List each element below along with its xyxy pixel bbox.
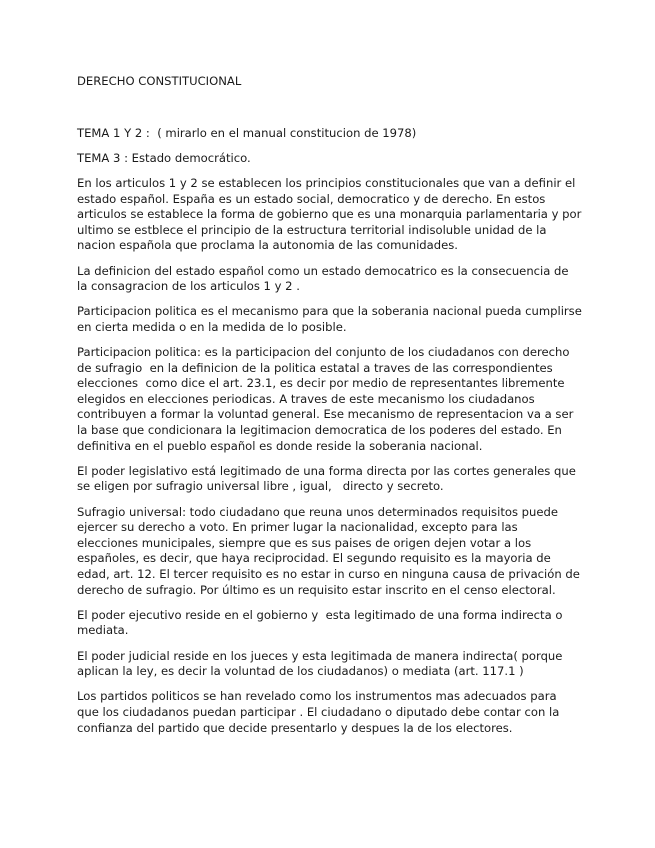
paragraph-poder-legislativo: El poder legislativo está legitimado de una forma directa por las cortes generales que se eligen por sufragio universal libre , igual, directo y secreto. [77,463,580,494]
document-body [77,74,586,746]
paragraph-articulos-1-2: En los articulos 1 y 2 se establecen los principios constitucionales que van a definir el estado español. España es un estado social, democratico y de derecho. En estos articulos se establece la forma de gobierno que es una monarquia parlamentaria y por ultimo se estblece el principio de la estructura territorial indisoluble unidad de la nacion española que proclama la autonomia de las comunidades. [77,175,586,253]
paragraph-tema-3: TEMA 3 : Estado democrático. [77,150,251,165]
paragraph-participacion-mecanismo: Participacion politica es el mecanismo para que la soberania nacional pueda cumplirse en cierta medida o en la medida de lo posible. [77,304,586,334]
document-title: DERECHO CONSTITUCIONAL [77,74,242,88]
paragraph-poder-ejecutivo: El poder ejecutivo reside en el gobierno y esta legitimado de una forma indirecta o mediata. [77,607,567,638]
paragraph-partidos-politicos: Los partidos politicos se han revelado como los instrumentos mas adecuados para que los ciudadanos puedan participar . El ciudadano o diputado debe contar con la confianza del partido que decide presentarlo y despues la de los electores. [77,689,564,735]
paragraph-tema-1-2: TEMA 1 Y 2 : ( mirarlo en el manual constitucion de 1978) [77,125,417,140]
paragraph-sufragio-universal: Sufragio universal: todo ciudadano que reuna unos determinados requisitos puede ejercer su derecho a voto. En primer lugar la nacionalidad, excepto para las elecciones municipales, siempre que es sus paises de origen dejen votar a los españoles, es decir, que haya reciprocidad. El segundo requisito es la mayoria de edad, art. 12. El tercer requisito es no estar in curso en ninguna causa de privación de derecho de sufragio. Por último es un requisito estar inscrito en el censo electoral. [77,504,584,597]
paragraph-poder-judicial: El poder judicial reside en los jueces y esta legitimada de manera indirecta( porque aplican la ley, es decir la voluntad de los ciudadanos) o mediata (art. 117.1 ) [77,648,567,679]
paragraph-participacion-definicion: Participacion politica: es la participacion del conjunto de los ciudadanos con derecho de sufragio en la definicion de la politica estatal a traves de las correspondientes elecciones como dice el art. 23.1, es decir por medio de representantes libremente elegidos en elecciones periodicas. A traves de este mecanismo los ciudadanos contribuyen a formar la voluntad general. Ese mecanismo de representacion va a ser la base que condicionara la legitimacion democratica de los poderes del estado. En definitiva en el pueblo español es donde reside la soberania nacional. [77,345,578,453]
paragraph-definicion-estado: La definicion del estado español como un estado democatrico es la consecuencia de la consagracion de los articulos 1 y 2 . [77,263,573,294]
